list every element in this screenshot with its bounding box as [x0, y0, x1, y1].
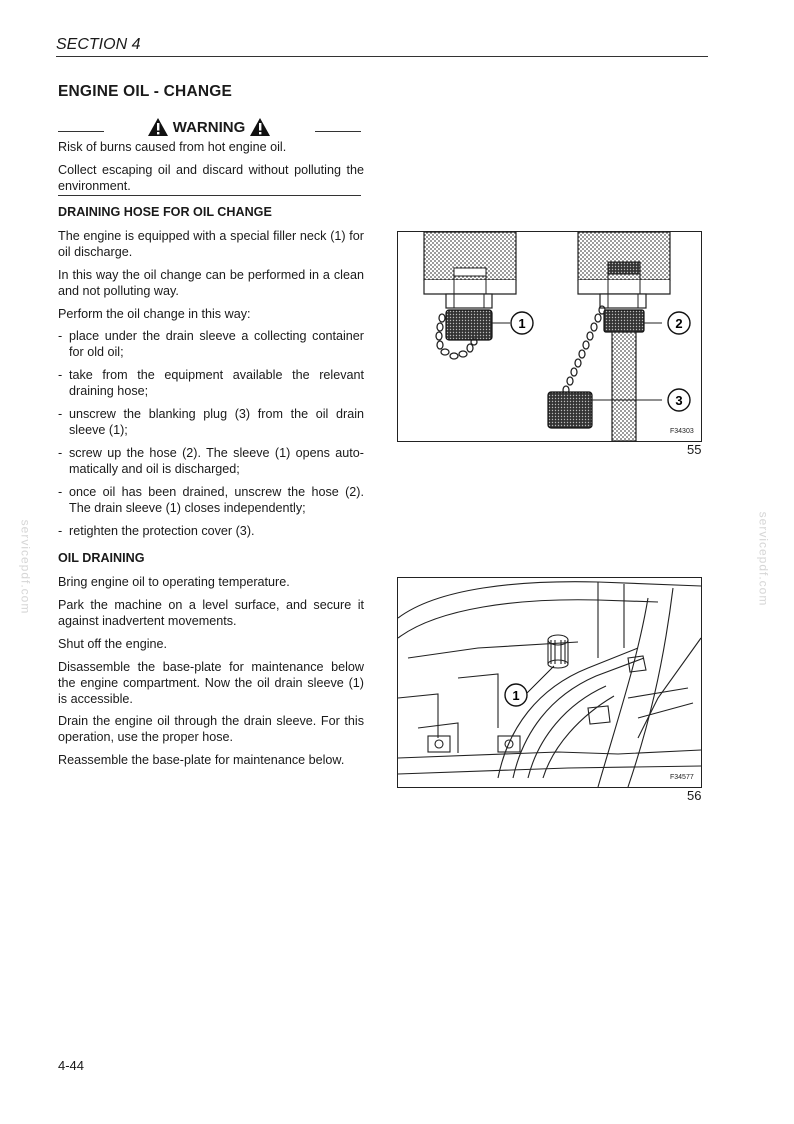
section-header: SECTION 4 — [56, 36, 141, 53]
list-item: - unscrew the blanking plug (3) from the oil drain sleeve (1); — [58, 407, 364, 437]
list-item-text: once oil has been drained, unscrew the hose (2). The drain sleeve (1) closes independently; — [69, 485, 364, 515]
list-item-text: unscrew the blanking plug (3) from the oil drain sleeve (1); — [69, 407, 364, 437]
list-item-text: take from the equipment available the relevant draining hose; — [69, 368, 364, 398]
list-item-text: screw up the hose (2). The sleeve (1) opens auto- matically and oil is discharged; — [69, 446, 364, 476]
warning-rule-right — [315, 131, 361, 132]
draining-hose-p2: In this way the oil change can be performed in a clean and not polluting way. — [58, 268, 364, 298]
watermark-right: servicepdf.com — [756, 511, 771, 607]
warning-label: WARNING — [172, 118, 246, 136]
list-item-text: retighten the protection cover (3). — [69, 524, 255, 538]
warning-banner — [58, 116, 361, 138]
draining-hose-heading: DRAINING HOSE FOR OIL CHANGE — [58, 205, 272, 219]
callout-2-label: 2 — [675, 316, 683, 331]
drain-sleeve-drawing — [398, 232, 701, 441]
oil-draining-p4: Disassemble the base-plate for maintenance below the engine compartment. Now the oil drain sleeve (1) is accessible. — [58, 660, 364, 706]
draining-hose-p3: Perform the oil change in this way: — [58, 307, 251, 321]
figure-55-number: 55 — [687, 442, 702, 457]
list-item: - place under the drain sleeve a collecting container for old oil; — [58, 329, 364, 359]
engine-compartment-drawing — [398, 578, 701, 787]
list-item: - screw up the hose (2). The sleeve (1) opens auto- matically and oil is discharged; — [58, 446, 364, 476]
header-rule — [56, 56, 708, 57]
list-item: - take from the equipment available the relevant draining hose; — [58, 368, 364, 398]
watermark-left: servicepdf.com — [18, 519, 33, 615]
page-title: ENGINE OIL - CHANGE — [58, 83, 233, 100]
warning-triangle-icon — [249, 117, 271, 137]
warning-rule-left — [58, 131, 104, 132]
warning-text-1: Risk of burns caused from hot engine oil. — [58, 140, 287, 154]
oil-draining-p1: Bring engine oil to operating temperature. — [58, 575, 290, 589]
callout-1-label: 1 — [512, 688, 520, 703]
figure-56-code: F34577 — [670, 774, 694, 781]
warning-triangle-icon — [147, 117, 169, 137]
callout-1-label: 1 — [518, 316, 526, 331]
callout-3-label: 3 — [675, 393, 683, 408]
page-number: 4-44 — [58, 1058, 85, 1073]
figure-55-drain-sleeve-illustration — [397, 231, 702, 442]
figure-55-code: F34303 — [670, 428, 694, 435]
figure-56-number: 56 — [687, 788, 702, 803]
draining-hose-p1: The engine is equipped with a special filler neck (1) for oil discharge. — [58, 229, 364, 259]
oil-draining-heading: OIL DRAINING — [58, 551, 145, 565]
warning-text-2: Collect escaping oil and discard without polluting the environment. — [58, 163, 364, 193]
warning-bottom-rule — [58, 195, 361, 196]
list-item: - retighten the protection cover (3). — [58, 523, 364, 539]
list-item: - once oil has been drained, unscrew the hose (2). The drain sleeve (1) closes independently; — [58, 485, 364, 515]
figure-56-engine-compartment-illustration — [397, 577, 702, 788]
warning-heading — [142, 116, 276, 138]
oil-draining-p5: Drain the engine oil through the drain sleeve. For this operation, use the proper hose. — [58, 714, 364, 744]
oil-draining-p2: Park the machine on a level surface, and secure it against inadvertent movements. — [58, 598, 364, 628]
oil-draining-p3: Shut off the engine. — [58, 637, 168, 651]
oil-draining-p6: Reassemble the base-plate for maintenance below. — [58, 753, 345, 767]
list-item-text: place under the drain sleeve a collecting container for old oil; — [69, 329, 364, 359]
